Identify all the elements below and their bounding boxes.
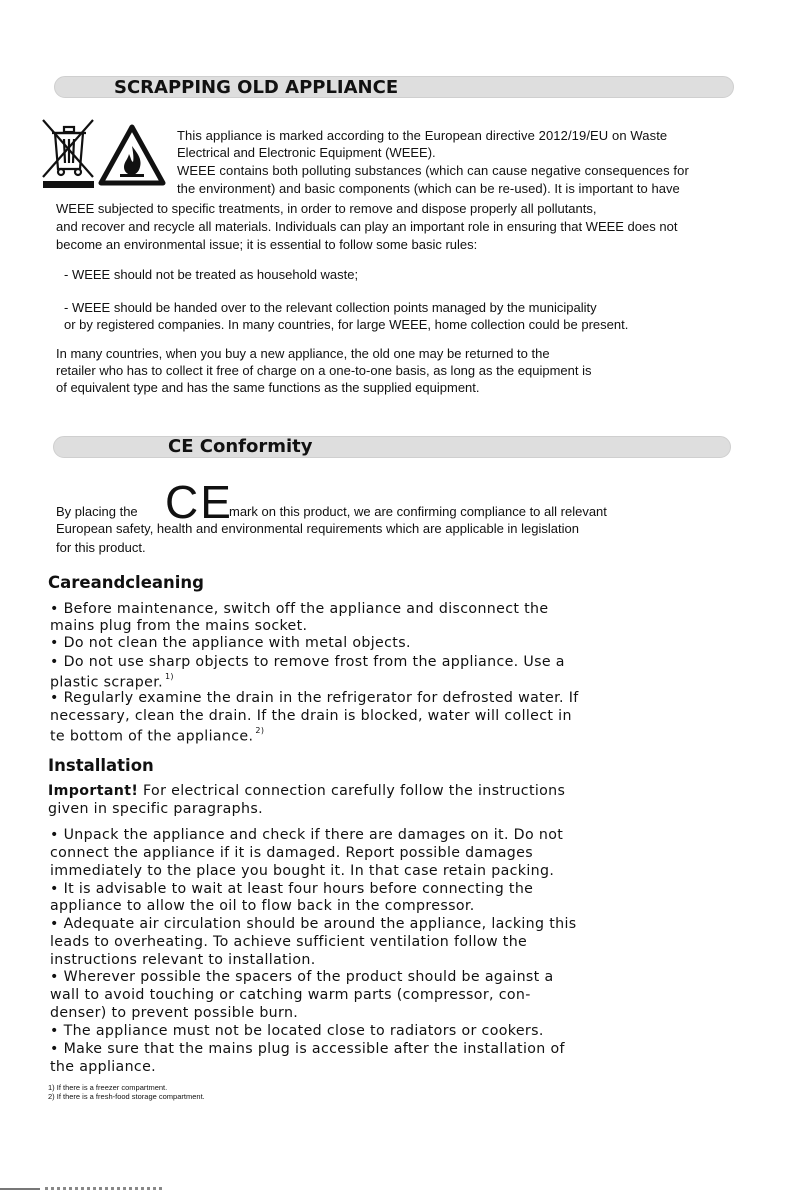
crossed-bin-icon [40, 117, 98, 191]
heading-installation: Installation [48, 756, 154, 775]
scrap-closing: retailer who has to collect it free of charge on a one-to-one basis, as long as the equipment is [56, 363, 592, 378]
ce-text: European safety, health and environmental requirements which are applicable in legislation [56, 521, 579, 536]
install-line: • Adequate air circulation should be around the appliance, lacking this [50, 916, 577, 932]
install-line: • Unpack the appliance and check if there are damages on it. Do not [50, 827, 564, 843]
install-line: wall to avoid touching or catching warm parts (compressor, con- [50, 987, 531, 1003]
install-line: leads to overheating. To achieve sufficient ventilation follow the [50, 934, 528, 950]
scrap-line: and recover and recycle all materials. Individuals can play an important role in ensuring that WEEE does not [56, 219, 678, 234]
important-line: given in specific paragraphs. [48, 801, 263, 817]
install-line: • It is advisable to wait at least four hours before connecting the [50, 881, 534, 897]
bottom-rule [0, 1188, 40, 1190]
scrap-line: Electrical and Electronic Equipment (WEEE). [177, 145, 436, 160]
ce-text: for this product. [56, 540, 146, 555]
install-line: instructions relevant to installation. [50, 952, 316, 968]
flammable-warning-icon [98, 124, 166, 186]
care-line: • Regularly examine the drain in the refrigerator for defrosted water. If [50, 690, 579, 706]
scrap-line: become an environmental issue; it is essential to follow some basic rules: [56, 237, 478, 252]
install-line: connect the appliance if it is damaged. Report possible damages [50, 845, 533, 861]
footnote-ref: 1) [164, 672, 174, 681]
install-line: • The appliance must not be located close to radiators or cookers. [50, 1023, 544, 1039]
scrap-line: This appliance is marked according to the European directive 2012/19/EU on Waste [177, 128, 668, 143]
install-line: • Make sure that the mains plug is accessible after the installation of [50, 1041, 565, 1057]
care-line: • Before maintenance, switch off the appliance and disconnect the [50, 601, 549, 617]
care-line: mains plug from the mains socket. [50, 618, 308, 634]
scrap-line: WEEE contains both polluting substances (which can cause negative consequences for [177, 163, 689, 178]
scrap-closing: In many countries, when you buy a new appliance, the old one may be returned to the [56, 346, 550, 361]
scrap-line: the environment) and basic components (which can be re-used). It is important to have [177, 181, 680, 196]
ce-mark-icon: CE [165, 476, 233, 528]
section-title-scrapping: SCRAPPING OLD APPLIANCE [114, 77, 399, 98]
scrap-bullet: or by registered companies. In many countries, for large WEEE, home collection could be present. [64, 317, 629, 332]
footnote: 2) If there is a fresh-food storage compartment. [48, 1092, 205, 1101]
install-line: the appliance. [50, 1059, 157, 1075]
install-line: denser) to prevent possible burn. [50, 1005, 299, 1021]
care-line: necessary, clean the drain. If the drain is blocked, water will collect in [50, 708, 572, 724]
install-line: • Wherever possible the spacers of the product should be against a [50, 969, 554, 985]
important-label: Important! [48, 783, 139, 799]
footnote: 1) If there is a freezer compartment. [48, 1083, 168, 1092]
scrap-line: WEEE subjected to specific treatments, in order to remove and dispose properly all pollutants, [56, 201, 597, 216]
scrap-bullet: - WEEE should be handed over to the relevant collection points managed by the municipality [64, 300, 597, 315]
ce-text: By placing the [56, 504, 138, 519]
footnote-ref: 2) [255, 726, 265, 735]
heading-care: Careandcleaning [48, 573, 204, 592]
care-line: • Do not use sharp objects to remove frost from the appliance. Use a [50, 654, 565, 670]
care-line: plastic scraper. $^{1)}$ [50, 672, 174, 691]
care-line: te bottom of the appliance. $^{2)}$ [50, 726, 265, 745]
scrap-closing: of equivalent type and has the same functions as the supplied equipment. [56, 380, 480, 395]
section-bar-ce [53, 436, 731, 458]
care-line: • Do not clean the appliance with metal objects. [50, 635, 411, 651]
bottom-crop-marks [45, 1187, 165, 1190]
install-line: appliance to allow the oil to flow back in the compressor. [50, 898, 475, 914]
scrap-bullet: - WEEE should not be treated as household waste; [64, 267, 359, 282]
ce-text: mark on this product, we are confirming compliance to all relevant [229, 504, 607, 519]
section-title-ce: CE Conformity [168, 436, 313, 457]
install-line: immediately to the place you bought it. In that case retain packing. [50, 863, 555, 879]
important-line: Important! For electrical connection carefully follow the instructions [48, 783, 566, 799]
